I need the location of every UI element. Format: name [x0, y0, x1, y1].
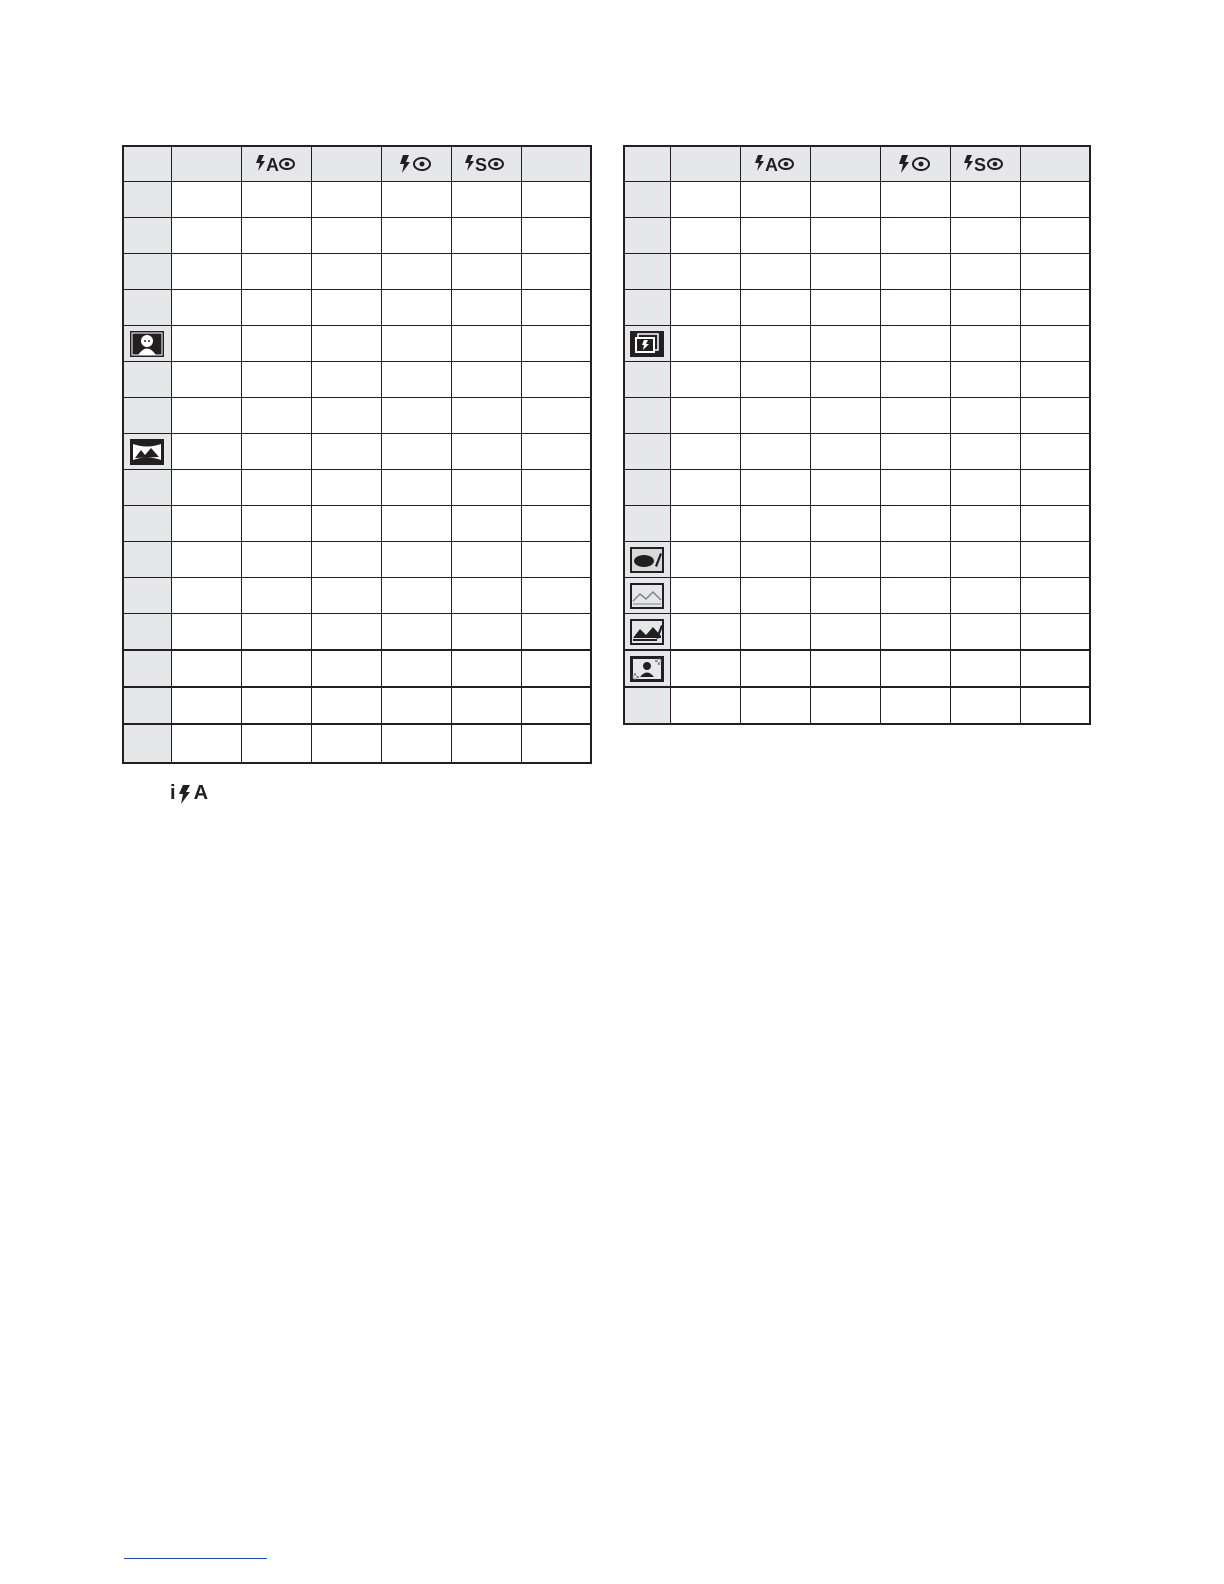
- table-cell: [810, 542, 880, 578]
- table-cell: [740, 542, 810, 578]
- table-cell: [521, 182, 591, 218]
- table-row: [123, 724, 591, 763]
- table-cell: [381, 434, 451, 470]
- table-cell: [171, 506, 241, 542]
- table-cell: [451, 182, 521, 218]
- table-cell: [950, 398, 1020, 434]
- table-cell: [381, 687, 451, 724]
- table-cell: [880, 506, 950, 542]
- table-cell: [810, 254, 880, 290]
- table-row: [624, 398, 1090, 434]
- table-cell: [241, 218, 311, 254]
- table-cell: [740, 687, 810, 724]
- table-cell: [670, 506, 740, 542]
- table-row: [624, 650, 1090, 687]
- table-cell: [950, 578, 1020, 614]
- flash-auto-redeye-icon: [256, 153, 296, 175]
- table-cell: [521, 614, 591, 651]
- flash-settings-table-right: [623, 145, 1091, 725]
- table-cell: [740, 470, 810, 506]
- table-cell: [1020, 182, 1090, 218]
- table-cell: [311, 506, 381, 542]
- table-cell: [810, 326, 880, 362]
- table-cell: [241, 614, 311, 651]
- scene-cell: [624, 182, 670, 218]
- table-cell: [241, 687, 311, 724]
- scene-cell: [624, 470, 670, 506]
- table-cell: [171, 218, 241, 254]
- table-cell: [241, 506, 311, 542]
- header-cell: [123, 146, 171, 182]
- table-cell: [880, 434, 950, 470]
- table-cell: [810, 218, 880, 254]
- table-cell: [950, 506, 1020, 542]
- table-row: [123, 542, 591, 578]
- scene-cell: [123, 398, 171, 434]
- scene-cell: [123, 182, 171, 218]
- table-cell: [670, 434, 740, 470]
- table-cell: [950, 687, 1020, 724]
- table-cell: [810, 434, 880, 470]
- table-cell: [381, 650, 451, 687]
- table-cell: [171, 542, 241, 578]
- table-cell: [740, 290, 810, 326]
- table-cell: [521, 506, 591, 542]
- table-cell: [1020, 470, 1090, 506]
- table-cell: [171, 434, 241, 470]
- header-cell: [241, 146, 311, 182]
- table-cell: [451, 506, 521, 542]
- sparkle-portrait-scene-icon: [629, 655, 665, 683]
- dynamic-landscape-scene-icon: [629, 618, 665, 646]
- table-row: [624, 614, 1090, 651]
- table-cell: [381, 506, 451, 542]
- table-cell: [670, 290, 740, 326]
- table-cell: [740, 182, 810, 218]
- table-cell: [1020, 362, 1090, 398]
- table-cell: [740, 326, 810, 362]
- table-cell: [381, 542, 451, 578]
- svg-text:S: S: [974, 155, 987, 175]
- intelligent-auto-flash-icon: [178, 783, 192, 805]
- table-cell: [381, 182, 451, 218]
- table-row: [123, 578, 591, 614]
- table-cell: [521, 398, 591, 434]
- scene-cell: [123, 434, 171, 470]
- table-cell: [241, 362, 311, 398]
- table-cell: [311, 614, 381, 651]
- table-cell: [880, 542, 950, 578]
- scene-cell: [624, 578, 670, 614]
- table-cell: [451, 724, 521, 763]
- table-cell: [1020, 614, 1090, 651]
- table-row: [123, 362, 591, 398]
- footnote: [170, 782, 208, 805]
- table-cell: [521, 254, 591, 290]
- header-cell: [810, 146, 880, 182]
- table-cell: [171, 182, 241, 218]
- table-row: [123, 254, 591, 290]
- table-cell: [241, 326, 311, 362]
- header-cell: [740, 146, 810, 182]
- table-cell: [311, 326, 381, 362]
- svg-text:A: A: [765, 155, 778, 175]
- table-header-row: [624, 146, 1090, 182]
- flash-auto-redeye-icon: [755, 153, 795, 175]
- table-cell: [880, 687, 950, 724]
- table-cell: [950, 254, 1020, 290]
- scene-cell: [123, 650, 171, 687]
- table-cell: [950, 218, 1020, 254]
- table-cell: [950, 650, 1020, 687]
- speech-bubble-scene-icon: [629, 546, 665, 574]
- table-cell: [950, 290, 1020, 326]
- flash-on-redeye-icon: [399, 153, 433, 175]
- table-cell: [311, 542, 381, 578]
- flash-on-redeye-icon: [898, 153, 932, 175]
- table-row: [123, 470, 591, 506]
- scene-cell: [624, 254, 670, 290]
- scene-cell: [624, 398, 670, 434]
- table-cell: [451, 218, 521, 254]
- table-cell: [521, 542, 591, 578]
- table-cell: [880, 578, 950, 614]
- scene-cell: [123, 687, 171, 724]
- table-row: [624, 687, 1090, 724]
- table-cell: [1020, 506, 1090, 542]
- table-cell: [451, 578, 521, 614]
- table-cell: [950, 542, 1020, 578]
- table-cell: [670, 470, 740, 506]
- table-cell: [521, 650, 591, 687]
- table-cell: [1020, 326, 1090, 362]
- table-cell: [521, 470, 591, 506]
- table-cell: [880, 290, 950, 326]
- header-cell: [311, 146, 381, 182]
- table-cell: [451, 398, 521, 434]
- table-cell: [521, 687, 591, 724]
- table-cell: [810, 362, 880, 398]
- table-cell: [241, 724, 311, 763]
- table-cell: [381, 398, 451, 434]
- table-row: [123, 182, 591, 218]
- scene-cell: [624, 506, 670, 542]
- footnote-suffix: A: [193, 782, 209, 804]
- table-cell: [1020, 254, 1090, 290]
- table-cell: [670, 362, 740, 398]
- table-cell: [740, 506, 810, 542]
- table-cell: [740, 650, 810, 687]
- table-row: [123, 398, 591, 434]
- table-cell: [740, 398, 810, 434]
- header-cell: [950, 146, 1020, 182]
- table-cell: [381, 578, 451, 614]
- table-cell: [880, 362, 950, 398]
- table-cell: [1020, 650, 1090, 687]
- table-cell: [670, 326, 740, 362]
- table-cell: [880, 326, 950, 362]
- table-cell: [880, 470, 950, 506]
- table-cell: [810, 470, 880, 506]
- table-cell: [740, 362, 810, 398]
- table-cell: [311, 434, 381, 470]
- table-cell: [451, 326, 521, 362]
- table-row: [624, 506, 1090, 542]
- table-cell: [1020, 687, 1090, 724]
- table-cell: [171, 578, 241, 614]
- table-row: [123, 290, 591, 326]
- table-cell: [1020, 578, 1090, 614]
- scene-cell: [123, 470, 171, 506]
- table-row: [624, 290, 1090, 326]
- footer-link-underline: [124, 1558, 267, 1559]
- scene-cell: [624, 687, 670, 724]
- table-cell: [670, 614, 740, 651]
- footnote-prefix: i: [170, 782, 176, 804]
- scene-cell: [624, 362, 670, 398]
- table-cell: [171, 290, 241, 326]
- scene-cell: [123, 326, 171, 362]
- table-cell: [740, 218, 810, 254]
- table-cell: [1020, 434, 1090, 470]
- table-cell: [880, 398, 950, 434]
- table-cell: [810, 398, 880, 434]
- table-cell: [171, 470, 241, 506]
- table-cell: [451, 614, 521, 651]
- header-cell: [521, 146, 591, 182]
- table-cell: [740, 434, 810, 470]
- table-cell: [311, 362, 381, 398]
- table-cell: [950, 614, 1020, 651]
- table-cell: [740, 254, 810, 290]
- table-cell: [810, 650, 880, 687]
- scene-cell: [123, 614, 171, 651]
- table-cell: [451, 290, 521, 326]
- table-cell: [810, 614, 880, 651]
- table-cell: [311, 724, 381, 763]
- table-cell: [810, 506, 880, 542]
- scene-cell: [123, 218, 171, 254]
- table-cell: [950, 470, 1020, 506]
- table-cell: [241, 398, 311, 434]
- table-row: [123, 218, 591, 254]
- table-header-row: [123, 146, 591, 182]
- table-cell: [740, 578, 810, 614]
- table-cell: [880, 218, 950, 254]
- scene-cell: [624, 650, 670, 687]
- table-cell: [381, 470, 451, 506]
- table-cell: [451, 362, 521, 398]
- table-cell: [451, 650, 521, 687]
- table-cell: [171, 398, 241, 434]
- table-cell: [670, 398, 740, 434]
- table-cell: [451, 470, 521, 506]
- table-cell: [880, 650, 950, 687]
- table-row: [123, 614, 591, 651]
- scene-cell: [123, 542, 171, 578]
- svg-text:S: S: [475, 155, 488, 175]
- table-cell: [880, 182, 950, 218]
- table-cell: [670, 687, 740, 724]
- header-cell: [880, 146, 950, 182]
- table-row: [123, 650, 591, 687]
- header-cell: [381, 146, 451, 182]
- table-cell: [381, 254, 451, 290]
- table-cell: [311, 470, 381, 506]
- table-row: [624, 578, 1090, 614]
- table-cell: [521, 218, 591, 254]
- table-cell: [521, 434, 591, 470]
- scene-cell: [123, 362, 171, 398]
- table-cell: [241, 434, 311, 470]
- table-cell: [1020, 290, 1090, 326]
- table-cell: [521, 362, 591, 398]
- scene-cell: [123, 290, 171, 326]
- table-cell: [670, 650, 740, 687]
- table-cell: [311, 218, 381, 254]
- scene-cell: [624, 434, 670, 470]
- table-row: [624, 254, 1090, 290]
- table-cell: [171, 326, 241, 362]
- table-cell: [670, 218, 740, 254]
- table-cell: [740, 614, 810, 651]
- scene-cell: [624, 218, 670, 254]
- flash-burst-scene-icon: [629, 330, 665, 358]
- table-cell: [171, 687, 241, 724]
- table-cell: [670, 182, 740, 218]
- table-cell: [381, 218, 451, 254]
- header-cell: [451, 146, 521, 182]
- table-cell: [241, 254, 311, 290]
- table-cell: [521, 290, 591, 326]
- header-cell: [171, 146, 241, 182]
- table-cell: [810, 687, 880, 724]
- table-row: [624, 218, 1090, 254]
- table-cell: [451, 687, 521, 724]
- scene-cell: [123, 506, 171, 542]
- table-cell: [311, 182, 381, 218]
- table-cell: [241, 578, 311, 614]
- table-cell: [950, 362, 1020, 398]
- table-cell: [171, 362, 241, 398]
- table-cell: [311, 290, 381, 326]
- table-cell: [670, 578, 740, 614]
- table-cell: [521, 326, 591, 362]
- table-row: [624, 542, 1090, 578]
- table-cell: [171, 614, 241, 651]
- table-cell: [451, 254, 521, 290]
- portrait-scene-icon: [129, 330, 165, 358]
- table-row: [624, 326, 1090, 362]
- flash-slow-sync-redeye-icon: [465, 153, 507, 175]
- table-cell: [381, 362, 451, 398]
- table-cell: [171, 650, 241, 687]
- soft-landscape-scene-icon: [629, 582, 665, 610]
- table-cell: [171, 724, 241, 763]
- table-cell: [311, 578, 381, 614]
- table-cell: [1020, 542, 1090, 578]
- table-cell: [241, 650, 311, 687]
- table-cell: [311, 687, 381, 724]
- flash-slow-sync-redeye-icon: [964, 153, 1006, 175]
- table-row: [123, 434, 591, 470]
- table-cell: [381, 614, 451, 651]
- table-cell: [311, 254, 381, 290]
- table-cell: [241, 290, 311, 326]
- table-cell: [241, 182, 311, 218]
- table-cell: [451, 542, 521, 578]
- table-cell: [670, 542, 740, 578]
- header-cell: [624, 146, 670, 182]
- svg-text:A: A: [266, 155, 279, 175]
- table-cell: [1020, 218, 1090, 254]
- flash-settings-table-left: [122, 145, 592, 764]
- table-cell: [451, 434, 521, 470]
- scene-cell: [123, 254, 171, 290]
- table-cell: [880, 254, 950, 290]
- table-cell: [810, 578, 880, 614]
- scene-cell: [123, 724, 171, 763]
- table-row: [624, 362, 1090, 398]
- table-cell: [810, 182, 880, 218]
- table-cell: [880, 614, 950, 651]
- table-cell: [381, 724, 451, 763]
- table-cell: [171, 254, 241, 290]
- table-row: [123, 506, 591, 542]
- table-row: [123, 326, 591, 362]
- scene-cell: [624, 290, 670, 326]
- table-cell: [521, 578, 591, 614]
- table-cell: [381, 290, 451, 326]
- table-row: [123, 687, 591, 724]
- table-cell: [381, 326, 451, 362]
- header-cell: [670, 146, 740, 182]
- table-cell: [521, 724, 591, 763]
- table-cell: [311, 398, 381, 434]
- scene-cell: [624, 542, 670, 578]
- table-cell: [311, 650, 381, 687]
- panorama-scene-icon: [129, 438, 165, 466]
- scene-cell: [624, 326, 670, 362]
- table-row: [624, 182, 1090, 218]
- table-row: [624, 434, 1090, 470]
- header-cell: [1020, 146, 1090, 182]
- table-row: [624, 470, 1090, 506]
- table-cell: [670, 254, 740, 290]
- scene-cell: [123, 578, 171, 614]
- table-cell: [1020, 398, 1090, 434]
- table-cell: [241, 470, 311, 506]
- scene-cell: [624, 614, 670, 651]
- table-cell: [950, 434, 1020, 470]
- table-cell: [950, 326, 1020, 362]
- table-cell: [950, 182, 1020, 218]
- table-cell: [241, 542, 311, 578]
- table-cell: [810, 290, 880, 326]
